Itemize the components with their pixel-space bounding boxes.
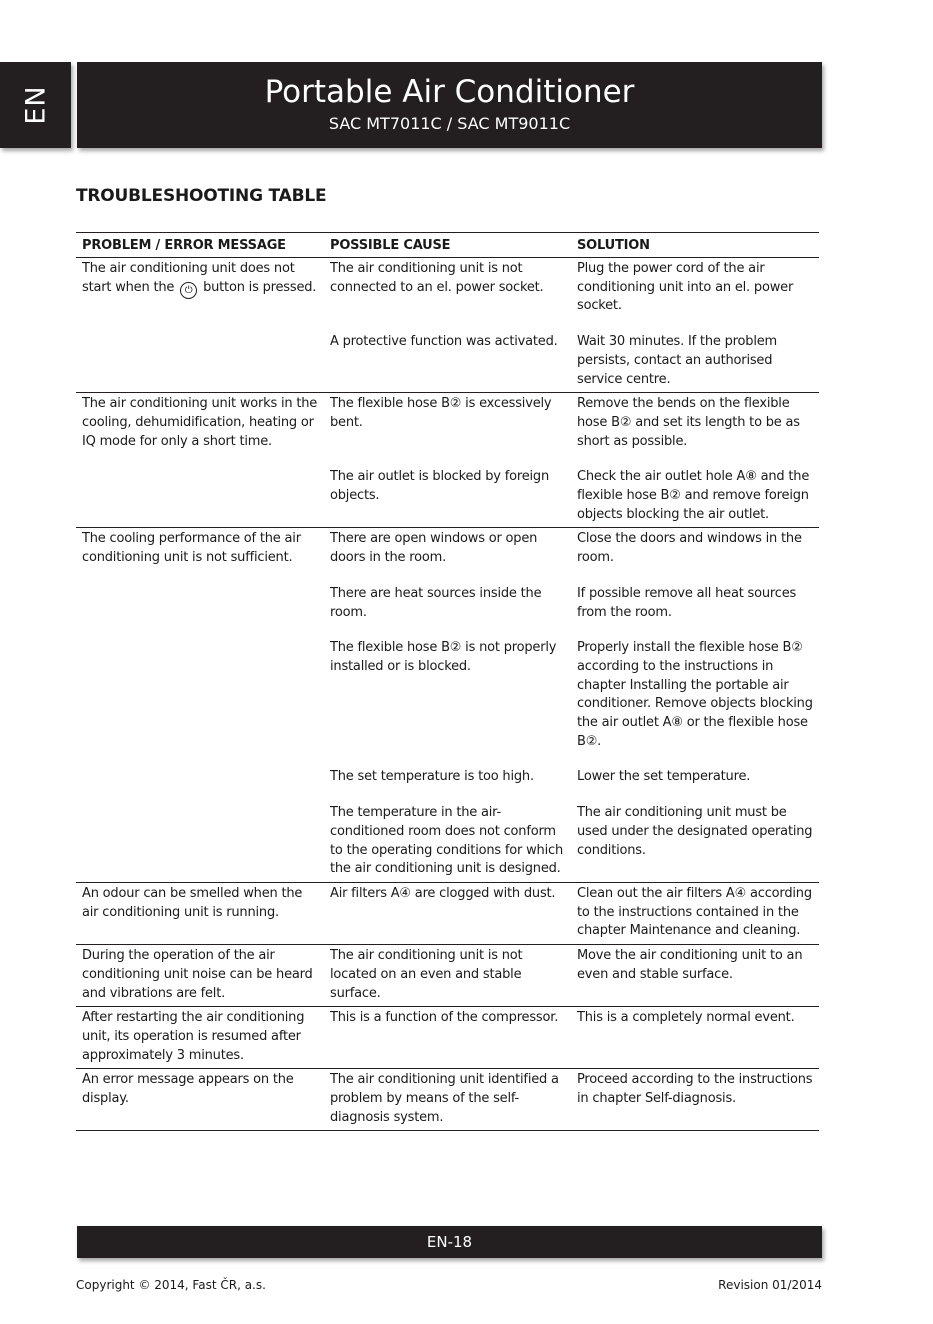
- solution-cell: Wait 30 minutes. If the problem persists, contact an authorised service centre.: [577, 334, 777, 387]
- table-row: [76, 393, 819, 452]
- problem-group: [76, 945, 819, 1007]
- header-cause: POSSIBLE CAUSE: [324, 233, 571, 258]
- cause-cell: The flexible hose B② is excessively bent.: [330, 396, 552, 430]
- cause-cell: The air conditioning unit is not located on an even and stable surface.: [330, 948, 523, 1001]
- troubleshooting-table: [76, 232, 819, 1131]
- solution-cell: Properly install the flexible hose B② according to the instructions in chapter Installing the portable air conditioner. Remove objects blocking the air outlet A⑧ or the flexible hose B②.: [577, 640, 813, 749]
- revision: Revision 01/2014: [718, 1278, 822, 1292]
- problem-cell: An odour can be smelled when the air conditioning unit is running.: [82, 885, 303, 920]
- solution-cell: Clean out the air filters A④ according to the instructions contained in the chapter Maintenance and cleaning.: [577, 885, 812, 939]
- page-subtitle: SAC MT7011C / SAC MT9011C: [328, 114, 571, 133]
- solution-cell: The air conditioning unit must be used under the designated operating conditions.: [577, 805, 813, 858]
- table-header-row: [76, 233, 819, 258]
- cause-cell: The air conditioning unit identified a problem by means of the self-diagnosis system.: [330, 1072, 559, 1125]
- language-tab: [0, 62, 71, 148]
- page-number: EN-18: [426, 1233, 473, 1251]
- problem-cell: The cooling performance of the air conditioning unit is not sufficient.: [82, 531, 301, 566]
- header-problem: PROBLEM / ERROR MESSAGE: [76, 233, 324, 258]
- header-bar: [77, 62, 822, 148]
- problem-group: [76, 258, 819, 393]
- solution-cell: Check the air outlet hole A⑧ and the flexible hose B② and remove foreign objects blocking the air outlet.: [577, 469, 810, 522]
- problem-cell: [76, 258, 324, 393]
- section-title: TROUBLESHOOTING TABLE: [76, 186, 327, 206]
- power-icon: ⏻: [180, 282, 197, 299]
- table-row: [76, 1007, 819, 1069]
- solution-cell: Plug the power cord of the air conditioning unit into an el. power socket.: [577, 261, 794, 314]
- table-row: [76, 945, 819, 1007]
- solution-cell: Move the air conditioning unit to an even and stable surface.: [577, 948, 803, 982]
- problem-text: button is pressed.: [203, 279, 317, 295]
- cause-cell: The flexible hose B② is not properly installed or is blocked.: [330, 640, 557, 674]
- problem-cell: During the operation of the air conditioning unit noise can be heard and vibrations are felt.: [82, 948, 313, 1001]
- header-solution: SOLUTION: [571, 233, 819, 258]
- table-row: [76, 882, 819, 944]
- problem-cell: An error message appears on the display.: [82, 1072, 294, 1107]
- table-row: [76, 528, 819, 568]
- cause-cell: There are open windows or open doors in the room.: [330, 531, 538, 566]
- solution-cell: If possible remove all heat sources from the room.: [577, 585, 797, 620]
- problem-cell: The air conditioning unit works in the cooling, dehumidification, heating or IQ mode for only a short time.: [82, 396, 318, 449]
- table-row: [76, 258, 819, 317]
- problem-group: [76, 1069, 819, 1131]
- table-row: [76, 1069, 819, 1131]
- cause-cell: Air filters A④ are clogged with dust.: [330, 885, 556, 901]
- cause-cell: There are heat sources inside the room.: [330, 585, 542, 620]
- cause-cell: The air outlet is blocked by foreign objects.: [330, 469, 549, 504]
- solution-cell: Proceed according to the instructions in chapter Self-diagnosis.: [577, 1072, 813, 1107]
- page-title: Portable Air Conditioner: [264, 74, 635, 110]
- cause-cell: This is a function of the compressor.: [330, 1010, 559, 1026]
- problem-group: [76, 882, 819, 944]
- footer-bar: [77, 1226, 822, 1258]
- problem-cell: After restarting the air conditioning unit, its operation is resumed after approximately 3 minutes.: [82, 1010, 305, 1063]
- solution-cell: Lower the set temperature.: [577, 769, 751, 785]
- cause-cell: The air conditioning unit is not connected to an el. power socket.: [330, 261, 544, 295]
- problem-group: [76, 393, 819, 528]
- problem-group: [76, 528, 819, 883]
- cause-cell: The temperature in the air-conditioned room does not conform to the operating conditions for which the air conditioning unit is designed.: [330, 805, 563, 877]
- cause-cell: A protective function was activated.: [330, 334, 558, 350]
- solution-cell: Close the doors and windows in the room.: [577, 531, 802, 566]
- problem-text: The air conditioning unit does not start when the: [82, 261, 295, 295]
- copyright: Copyright © 2014, Fast ČR, a.s.: [76, 1278, 266, 1292]
- cause-cell: The set temperature is too high.: [330, 769, 534, 785]
- solution-cell: This is a completely normal event.: [577, 1010, 795, 1026]
- solution-cell: Remove the bends on the flexible hose B② and set its length to be as short as possible.: [577, 396, 800, 449]
- language-label: EN: [20, 85, 51, 125]
- problem-group: [76, 1007, 819, 1069]
